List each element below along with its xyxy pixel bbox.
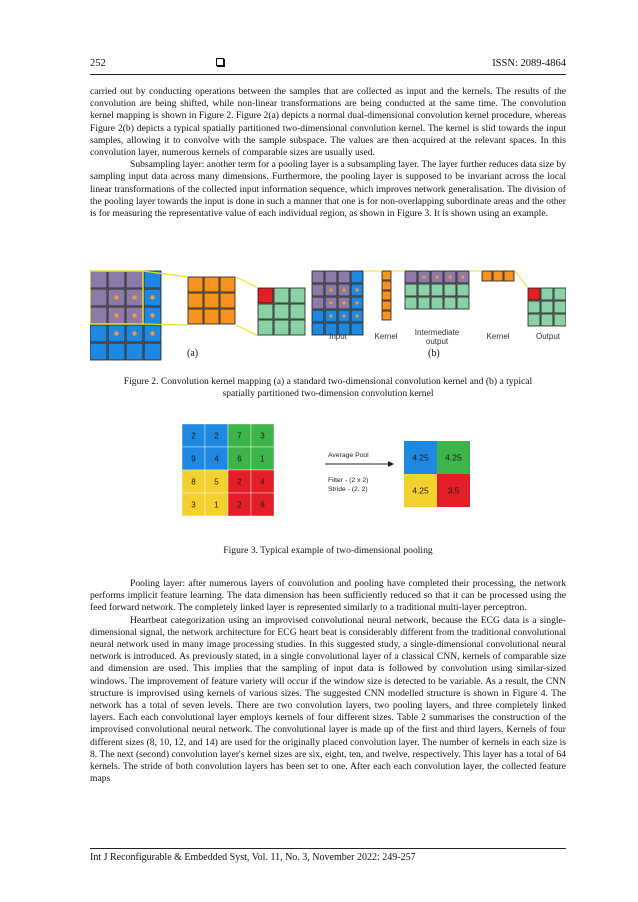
caption-line: spatially partitioned two-dimension convolution kernel xyxy=(222,388,434,399)
paragraph: carried out by conducting operations between the samples that are collected as input and the kernels. The results of the convolution are being shifted, while non-linear transformations are being conducted at the same time. The convolution kernel mapping is shown in Figure 2. Figure 2(a) depicts a normal dual-dimensional convolution kernel procedure, whereas Figure 2(b) depicts a typical spatially partitioned two-dimensional convolution kernel. The kernel is slid towards the input samples, allowing it to convolve with the sample subspace. The values are then acquired at the relevant spaces. In this convolution layer, numerous kernels of comparable sizes are usually used. xyxy=(90,86,566,159)
input-grid-cell xyxy=(312,271,324,283)
body-text-bottom xyxy=(90,578,566,785)
input-grid-cell xyxy=(312,297,324,309)
kernel-column-cell xyxy=(382,301,391,310)
page-header xyxy=(90,58,566,75)
kernel-grid-cell xyxy=(220,293,235,308)
intermediate-grid-cell xyxy=(418,284,430,296)
kernel-dot xyxy=(132,295,136,299)
pool-input-value: 4 xyxy=(214,454,219,464)
output-grid-cell xyxy=(274,304,289,319)
label-input: Input xyxy=(329,332,347,341)
pool-input-value: 2 xyxy=(214,431,219,441)
kernel-grid-cell xyxy=(220,309,235,324)
pool-input-value: 4 xyxy=(260,477,265,487)
pool-input-value: 5 xyxy=(214,477,219,487)
input-grid-cell xyxy=(90,271,107,288)
output-grid-cell xyxy=(528,288,540,300)
input-grid-cell xyxy=(312,323,324,335)
pool-input-value: 8 xyxy=(191,477,196,487)
kernel-grid-cell xyxy=(188,293,203,308)
input-grid-cell xyxy=(338,271,350,283)
output-grid-cell xyxy=(541,301,553,313)
intermediate-grid-cell xyxy=(431,297,443,309)
pool-input-value: 2 xyxy=(237,477,242,487)
pool-arrow-head xyxy=(388,461,394,467)
kernel-grid-cell xyxy=(220,277,235,292)
pool-input-value: 6 xyxy=(237,454,242,464)
mapping-line xyxy=(236,325,258,336)
pool-input-value: 2 xyxy=(237,500,242,510)
output-grid-cell xyxy=(290,320,305,335)
kernel-grid-cell xyxy=(204,309,219,324)
kernel-dot xyxy=(132,313,136,317)
kernel-grid-cell xyxy=(204,293,219,308)
kernel-dot xyxy=(342,314,345,317)
intermediate-grid-cell xyxy=(405,297,417,309)
label-kernel-2: Kernel xyxy=(486,332,510,341)
input-grid-cell xyxy=(312,284,324,296)
kernel-row-cell xyxy=(482,271,492,281)
kernel-column-cell xyxy=(382,291,391,300)
output-grid-cell xyxy=(258,288,273,303)
input-grid-cell xyxy=(144,343,161,360)
filter-label: Filter - (2 x 2) xyxy=(328,477,369,484)
output-grid-cell xyxy=(274,288,289,303)
pool-output-value: 4.25 xyxy=(412,485,429,496)
stride-label: Stride - (2, 2) xyxy=(328,486,368,493)
intermediate-grid-cell xyxy=(431,284,443,296)
intermediate-grid-cell xyxy=(444,297,456,309)
kernel-dot xyxy=(150,331,154,335)
label-output: Output xyxy=(535,332,561,341)
pool-output-value: 3.5 xyxy=(447,485,460,496)
output-grid-cell xyxy=(554,314,566,326)
input-grid-cell xyxy=(90,289,107,306)
kernel-dot xyxy=(355,288,358,291)
label-intermediate: Intermediate xyxy=(414,328,460,337)
kernel-dot xyxy=(355,301,358,304)
input-grid-cell xyxy=(351,323,363,335)
kernel-grid-cell xyxy=(188,277,203,292)
kernel-column-cell xyxy=(382,311,391,320)
mapping-line xyxy=(236,277,258,288)
pool-input-value: 2 xyxy=(191,431,196,441)
kernel-row-cell xyxy=(504,271,514,281)
figure-2a xyxy=(90,271,305,360)
input-grid-cell xyxy=(90,343,107,360)
kernel-dot xyxy=(448,275,451,278)
label-kernel-1: Kernel xyxy=(374,332,398,341)
output-grid-cell xyxy=(554,301,566,313)
output-grid-cell xyxy=(290,288,305,303)
kernel-row-cell xyxy=(493,271,503,281)
output-grid-cell xyxy=(554,288,566,300)
kernel-dot xyxy=(342,301,345,304)
input-grid-cell xyxy=(312,310,324,322)
kernel-dot xyxy=(329,314,332,317)
kernel-dot xyxy=(342,288,345,291)
output-grid-cell xyxy=(541,288,553,300)
figure-2b xyxy=(312,271,566,335)
input-grid-cell xyxy=(90,307,107,324)
kernel-dot xyxy=(422,275,425,278)
figure-3-diagram xyxy=(182,424,512,530)
pool-input-value: 3 xyxy=(260,431,265,441)
output-grid-cell xyxy=(258,304,273,319)
input-grid-cell xyxy=(351,271,363,283)
pool-output-value: 4.25 xyxy=(445,452,462,463)
output-grid-cell xyxy=(258,320,273,335)
kernel-dot xyxy=(114,331,118,335)
input-grid-cell xyxy=(126,343,143,360)
input-grid-cell xyxy=(108,271,125,288)
pool-input-grid xyxy=(182,424,274,516)
page-number: 252 xyxy=(90,58,106,69)
input-grid-cell xyxy=(325,271,337,283)
label-output-word: output xyxy=(425,337,449,346)
pool-output-value: 4.25 xyxy=(412,452,429,463)
kernel-column-cell xyxy=(382,281,391,290)
pool-input-value: 1 xyxy=(260,454,265,464)
intermediate-grid-cell xyxy=(405,271,417,283)
kernel-dot xyxy=(435,275,438,278)
square-icon xyxy=(216,58,224,66)
operation-label: Average Pool xyxy=(328,452,369,459)
kernel-grid-cell xyxy=(204,277,219,292)
pool-input-value: 7 xyxy=(237,431,242,441)
kernel-dot xyxy=(461,275,464,278)
output-grid-cell xyxy=(528,314,540,326)
input-grid-cell xyxy=(108,343,125,360)
kernel-dot xyxy=(355,314,358,317)
figure-3-caption: Figure 3. Typical example of two-dimensional pooling xyxy=(223,545,433,556)
paragraph: Heartbeat categorization using an improvised convolutional neural network, because the ECG data is a single-dimensional signal, the network architecture for ECG heart beat is considerably different from the traditional convolutional neural network used in many image processing studies. In this suggested study, a single-dimensional convolutional neural network is introduced. As previously stated, in a single convolutional layer of a classical CNN, kernels of comparable size and dimension are used. This implies that the sampling of input data is followed by convolution using similar-sized windows. The improvement of feature variety will occur if the window size is detected to be variable. As a result, the CNN structure is improvised using kernels of various sizes. The suggested CNN modelled structure is shown in Figure 4. The network has a total of seven levels. There are two convolution layers, two pooling layers, and three completely linked layers. Each each convolutional layer employs kernels of four different sizes. Table 2 summarises the construction of the improvised convolutional neural network. The convolutional layer is made up of the first and third layers. Kernels of four different sizes (8, 10, 12, and 14) are used for the originally placed convolution layer. The number of kernels in each size is 8. The next (second) convolution layer's kernel sizes are six, eight, ten, and twelve, respectively. This layer has a total of 64 kernels. The stride of both convolution layers has been set to one. After each each convolution layer, the collected feature maps xyxy=(90,614,566,785)
subfigure-b-label: (b) xyxy=(428,348,440,359)
input-grid-cell xyxy=(126,271,143,288)
pool-input-value: 9 xyxy=(191,454,196,464)
caption-line: Figure 2. Convolution kernel mapping (a) a standard two-dimensional convolution kernel and (b) a typical xyxy=(123,376,533,387)
kernel-dot xyxy=(329,301,332,304)
paragraph: Pooling layer: after numerous layers of convolution and pooling have completed their processing, the network performs implicit feature learning. The data dimension has been sufficiently reduced so that it can be processed using the feed forward network. The completely linked layer is represented similarly to a traditional multi-layer perceptron. xyxy=(90,578,566,614)
page-footer: Int J Reconfigurable & Embedded Syst, Vol. 11, No. 3, November 2022: 249-257 xyxy=(90,848,566,863)
figure-2-diagram xyxy=(90,268,566,362)
pool-output-grid xyxy=(404,441,470,507)
mapping-line xyxy=(515,271,528,288)
issn: ISSN: 2089-4864 xyxy=(492,58,566,69)
output-grid-cell xyxy=(528,301,540,313)
pool-input-value: 1 xyxy=(214,500,219,510)
kernel-dot xyxy=(132,331,136,335)
kernel-dot xyxy=(114,295,118,299)
kernel-grid-cell xyxy=(188,309,203,324)
intermediate-grid-cell xyxy=(457,297,469,309)
intermediate-grid-cell xyxy=(405,284,417,296)
kernel-dot xyxy=(150,295,154,299)
intermediate-grid-cell xyxy=(457,284,469,296)
kernel-dot xyxy=(114,313,118,317)
kernel-dot xyxy=(150,313,154,317)
kernel-dot xyxy=(329,288,332,291)
output-grid-cell xyxy=(274,320,289,335)
intermediate-grid-cell xyxy=(444,284,456,296)
kernel-column-cell xyxy=(382,271,391,280)
intermediate-grid-cell xyxy=(418,297,430,309)
paragraph: Subsampling layer: another term for a pooling layer is a subsampling layer. The layer further reduces data size by sampling input data across many dimensions. Furthermore, the pooling layer is supposed to be invariant across the local linear transformations of the collected input information sequence, which improves network generalisation. The division of the pooling layer towards the input is done in such a manner that one is for non-overlapping subordinate areas and the other is for measuring the representative value of each individual region, as shown in Figure 3. It is shown using an example. xyxy=(90,159,566,220)
subfigure-a-label: (a) xyxy=(187,348,199,359)
figure-2-caption xyxy=(90,376,566,400)
input-grid-cell xyxy=(90,325,107,342)
output-grid-cell xyxy=(541,314,553,326)
pool-input-value: 6 xyxy=(260,500,265,510)
pool-input-value: 3 xyxy=(191,500,196,510)
output-grid-cell xyxy=(290,304,305,319)
body-text-top xyxy=(90,86,566,220)
